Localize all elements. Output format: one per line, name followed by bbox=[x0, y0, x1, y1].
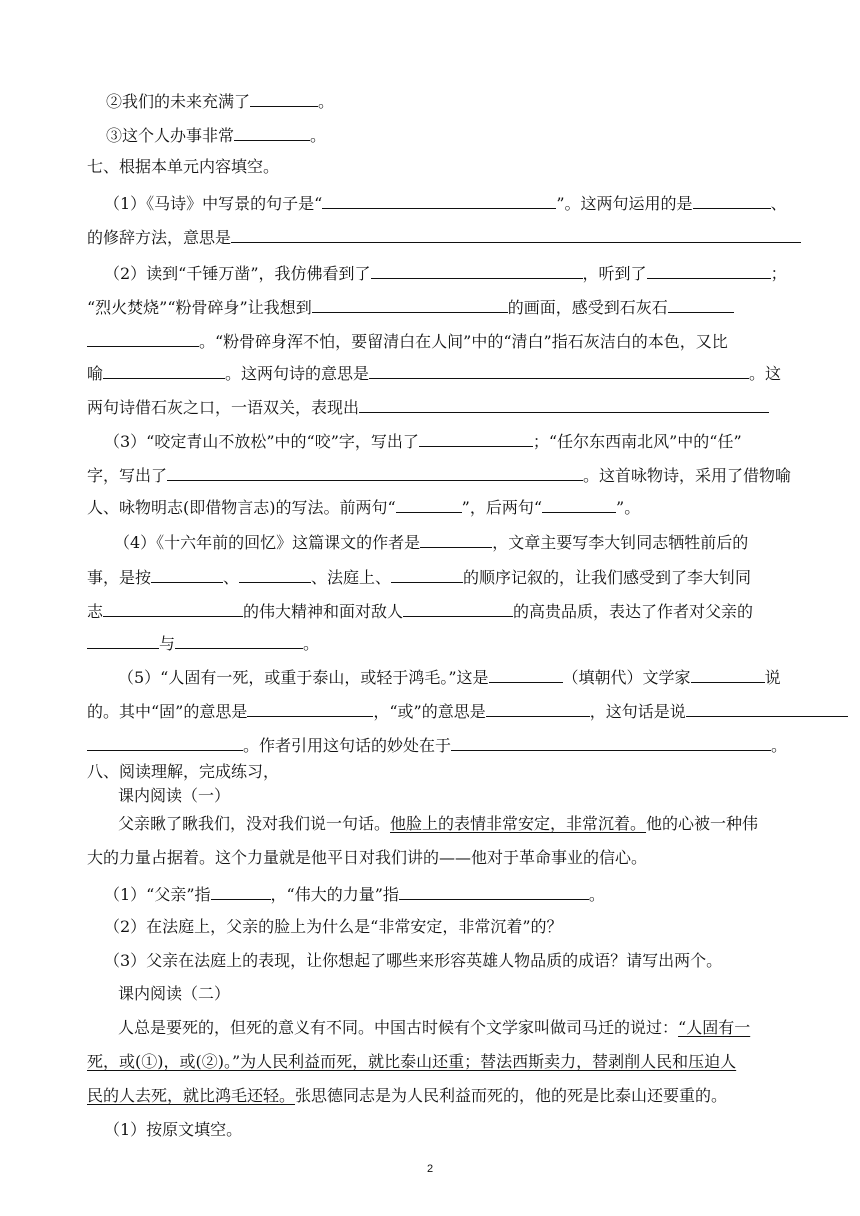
answer-blank[interactable] bbox=[239, 566, 311, 583]
question-text: （3）“咬定青山不放松”中的“咬”字，写出了 bbox=[104, 432, 419, 451]
answer-blank[interactable] bbox=[371, 262, 583, 279]
question-text: 字，写出了 bbox=[87, 466, 168, 485]
answer-blank[interactable] bbox=[647, 262, 771, 279]
question-text: 说 bbox=[764, 668, 781, 687]
question-text: （4）《十六年前的回忆》这篇课文的作者是 bbox=[114, 533, 421, 552]
answer-blank[interactable] bbox=[167, 464, 583, 481]
q7-2-line-1 bbox=[104, 262, 787, 282]
answer-blank[interactable] bbox=[322, 192, 556, 209]
page-number: 2 bbox=[426, 1163, 434, 1175]
sentence-2 bbox=[106, 90, 334, 110]
reading-1-para-line-2: 大的力量占据着。这个力量就是他平日对我们讲的——他对于革命事业的信心。 bbox=[87, 848, 648, 867]
question-text: 两句诗借石灰之口，一语双关，表现出 bbox=[87, 398, 360, 417]
answer-blank[interactable] bbox=[359, 396, 769, 413]
passage-text: 他的心被一种伟 bbox=[646, 814, 759, 833]
question-text: 喻 bbox=[87, 364, 104, 383]
question-text: ，“伟大的力量”指 bbox=[270, 885, 399, 904]
answer-blank[interactable] bbox=[403, 600, 513, 617]
answer-blank[interactable] bbox=[247, 700, 373, 717]
answer-blank[interactable] bbox=[234, 124, 310, 141]
r1-question-3: （3）父亲在法庭上的表现，让你想起了哪些来形容英雄人物品质的成语？请写出两个。 bbox=[104, 951, 723, 970]
underlined-quote: 民的人去死，就比鸿毛还轻。 bbox=[87, 1086, 296, 1105]
question-text: ，这句话是说 bbox=[589, 702, 686, 721]
question-text: 的高贵品质，表达了作者对父亲的 bbox=[513, 602, 754, 621]
question-text: ”。 bbox=[616, 498, 641, 517]
q7-2-line-4 bbox=[87, 362, 781, 382]
question-text: 人、咏物明志(即借物言志)的写法。前两句“ bbox=[87, 498, 396, 517]
sentence-text: 。 bbox=[310, 126, 327, 145]
answer-blank[interactable] bbox=[686, 700, 848, 717]
sentence-text: 。 bbox=[318, 92, 335, 111]
answer-blank[interactable] bbox=[691, 666, 765, 683]
q7-4-line-4 bbox=[87, 632, 319, 652]
question-text: “烈火焚烧”“粉骨碎身”让我想到 bbox=[87, 298, 312, 317]
question-text: 。 bbox=[771, 736, 788, 755]
question-text: ”，后两句“ bbox=[461, 498, 543, 517]
question-text: ，文章主要写李大钊同志牺牲前后的 bbox=[492, 533, 749, 552]
q7-1-line-2 bbox=[87, 226, 801, 246]
reading-2-para-line-2: 死，或(①)，或(②)。”为人民利益而死，就比泰山还重；替法西斯卖力，替剥削人民和压迫人 bbox=[87, 1052, 737, 1071]
answer-blank[interactable] bbox=[211, 883, 271, 900]
answer-blank[interactable] bbox=[250, 90, 318, 107]
sentence-3 bbox=[106, 124, 326, 144]
underlined-quote: “人固有一 bbox=[678, 1018, 751, 1037]
question-text: （填朝代）文学家 bbox=[562, 668, 691, 687]
question-text: 。作者引用这句话的妙处在于 bbox=[243, 736, 452, 755]
answer-blank[interactable] bbox=[420, 531, 492, 548]
answer-blank[interactable] bbox=[542, 496, 616, 513]
question-text: （2）读到“千锤万凿”，我仿佛看到了 bbox=[104, 264, 371, 283]
q7-1-line-1 bbox=[104, 192, 787, 212]
r2-question-1: （1）按原文填空。 bbox=[104, 1120, 243, 1139]
question-text: ，“或”的意思是 bbox=[373, 702, 486, 721]
q7-3-line-2 bbox=[87, 464, 791, 484]
q7-4-line-3 bbox=[87, 600, 753, 620]
question-text: 。 bbox=[588, 885, 605, 904]
answer-blank[interactable] bbox=[419, 430, 533, 447]
question-text: 。这两句诗的意思是 bbox=[225, 364, 370, 383]
answer-blank[interactable] bbox=[486, 700, 590, 717]
question-text: 的伟大精神和面对敌人 bbox=[243, 602, 404, 621]
answer-blank[interactable] bbox=[668, 296, 734, 313]
sentence-text: ②我们的未来充满了 bbox=[106, 92, 251, 111]
q7-4-line-1 bbox=[114, 531, 748, 551]
answer-blank[interactable] bbox=[87, 632, 159, 649]
question-text: ”。这两句运用的是 bbox=[556, 194, 693, 213]
answer-blank[interactable] bbox=[175, 632, 303, 649]
question-text: （1）“父亲”指 bbox=[104, 885, 211, 904]
answer-blank[interactable] bbox=[391, 566, 463, 583]
q7-2-line-5 bbox=[87, 396, 769, 416]
q7-4-line-2 bbox=[87, 566, 751, 586]
q7-5-line-1 bbox=[118, 666, 781, 686]
q7-5-line-2 bbox=[87, 700, 848, 720]
answer-blank[interactable] bbox=[451, 734, 771, 751]
question-text: （5）“人固有一死，或重于泰山，或轻于鸿毛。”这是 bbox=[118, 668, 489, 687]
section-7-heading: 七、根据本单元内容填空。 bbox=[87, 157, 280, 176]
passage-text: 张思德同志是为人民利益而死的，他的死是比泰山还要重的。 bbox=[295, 1086, 728, 1105]
reading-2-para-line-1 bbox=[118, 1018, 750, 1038]
reading-1-para-line-1 bbox=[118, 814, 758, 834]
answer-blank[interactable] bbox=[396, 496, 462, 513]
passage-text: 人总是要死的，但死的意义有不同。中国古时候有个文学家叫做司马迁的说过： bbox=[118, 1018, 679, 1037]
question-text: 、法庭上、 bbox=[311, 568, 392, 587]
reading-1-title: 课内阅读（一） bbox=[118, 786, 231, 805]
question-text: 的顺序记叙的，让我们感受到了李大钊同 bbox=[463, 568, 752, 587]
answer-blank[interactable] bbox=[87, 734, 243, 751]
section-8-heading: 八、阅读理解，完成练习， bbox=[87, 762, 280, 781]
question-text: 的修辞方法，意思是 bbox=[87, 228, 232, 247]
answer-blank[interactable] bbox=[369, 362, 749, 379]
question-text: （1）《马诗》中写景的句子是“ bbox=[104, 194, 323, 213]
reading-2-title: 课内阅读（二） bbox=[118, 984, 231, 1003]
r1-question-2: （2）在法庭上，父亲的脸上为什么是“非常安定，非常沉着”的？ bbox=[104, 917, 563, 936]
answer-blank[interactable] bbox=[489, 666, 563, 683]
question-text: ，听到了 bbox=[582, 264, 647, 283]
q7-5-line-3 bbox=[87, 734, 787, 754]
reading-2-para-line-3 bbox=[87, 1086, 727, 1106]
answer-blank[interactable] bbox=[399, 883, 589, 900]
question-text: 。 bbox=[303, 634, 320, 653]
question-text: 。这 bbox=[749, 364, 782, 383]
passage-text: 父亲瞅了瞅我们，没对我们说一句话。 bbox=[118, 814, 391, 833]
answer-blank[interactable] bbox=[151, 566, 223, 583]
q7-2-line-2 bbox=[87, 296, 734, 316]
answer-blank[interactable] bbox=[312, 296, 508, 313]
q7-3-line-1 bbox=[104, 430, 742, 450]
question-text: 、 bbox=[223, 568, 240, 587]
q7-2-line-3 bbox=[87, 330, 728, 350]
question-text: ；“任尔东西南北风”中的“任” bbox=[532, 432, 742, 451]
question-text: 志 bbox=[87, 602, 104, 621]
question-text: 。“粉骨碎身浑不怕，要留清白在人间”中的“清白”指石灰洁白的本色，又比 bbox=[199, 332, 728, 351]
question-text: ； bbox=[770, 264, 787, 283]
answer-blank[interactable] bbox=[231, 226, 801, 243]
r1-question-1 bbox=[104, 883, 605, 903]
question-text: 。这首咏物诗，采用了借物喻 bbox=[583, 466, 792, 485]
answer-blank[interactable] bbox=[103, 600, 243, 617]
question-text: 事，是按 bbox=[87, 568, 152, 587]
question-text: 、 bbox=[770, 194, 787, 213]
q7-3-line-3 bbox=[87, 496, 640, 516]
question-text: 的。其中“固”的意思是 bbox=[87, 702, 248, 721]
sentence-text: ③这个人办事非常 bbox=[106, 126, 235, 145]
answer-blank[interactable] bbox=[693, 192, 771, 209]
answer-blank[interactable] bbox=[87, 330, 199, 347]
underlined-sentence: 他脸上的表情非常安定，非常沉着。 bbox=[390, 814, 647, 833]
question-text: 与 bbox=[159, 634, 176, 653]
question-text: 的画面，感受到石灰石 bbox=[507, 298, 668, 317]
answer-blank[interactable] bbox=[103, 362, 225, 379]
